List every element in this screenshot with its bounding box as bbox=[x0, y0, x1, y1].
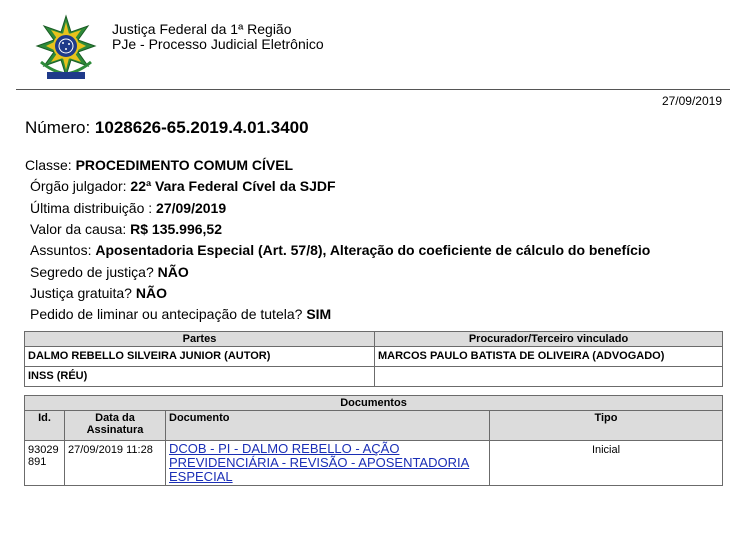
process-number-value: 1028626-65.2019.4.01.3400 bbox=[94, 118, 309, 137]
type-header: Tipo bbox=[490, 411, 723, 441]
documents-header-row bbox=[25, 411, 723, 441]
parties-header: Partes bbox=[25, 332, 375, 347]
field-value: NÃO bbox=[157, 264, 189, 280]
page-header bbox=[0, 0, 745, 92]
field-label: Valor da causa: bbox=[30, 221, 131, 237]
field-justica-gratuita bbox=[30, 285, 167, 301]
field-orgao-julgador bbox=[30, 178, 336, 194]
field-label: Segredo de justiça? bbox=[30, 264, 158, 280]
procurador-cell: MARCOS PAULO BATISTA DE OLIVEIRA (ADVOGADO) bbox=[375, 347, 723, 367]
field-label: Justiça gratuita? bbox=[30, 285, 136, 301]
document-date: 27/09/2019 11:28 bbox=[65, 441, 166, 486]
table-row bbox=[25, 441, 723, 486]
table-row bbox=[25, 367, 723, 387]
field-classe bbox=[25, 157, 293, 173]
court-name: Justiça Federal da 1ª Região bbox=[112, 21, 292, 37]
field-value: NÃO bbox=[135, 285, 167, 301]
field-segredo-justica bbox=[30, 264, 189, 280]
field-label: Órgão julgador: bbox=[30, 178, 131, 194]
party-cell: INSS (RÉU) bbox=[25, 367, 375, 387]
field-pedido-liminar bbox=[30, 306, 331, 322]
process-number-label: Número: bbox=[25, 118, 95, 137]
documents-table bbox=[24, 395, 723, 486]
id-header: Id. bbox=[25, 411, 65, 441]
field-label: Classe: bbox=[25, 157, 76, 173]
field-ultima-distribuicao bbox=[30, 200, 226, 216]
documents-title: Documentos bbox=[25, 396, 723, 411]
party-cell: DALMO REBELLO SILVEIRA JUNIOR (AUTOR) bbox=[25, 347, 375, 367]
document-type: Inicial bbox=[490, 441, 723, 486]
documents-title-row bbox=[25, 396, 723, 411]
field-label: Última distribuição : bbox=[30, 200, 157, 216]
table-row bbox=[25, 347, 723, 367]
procurador-cell bbox=[375, 367, 723, 387]
header-divider bbox=[16, 89, 730, 90]
field-label: Assuntos: bbox=[30, 242, 96, 258]
field-value: 27/09/2019 bbox=[156, 200, 227, 216]
document-header: Documento bbox=[166, 411, 490, 441]
field-valor-causa bbox=[30, 221, 222, 237]
parties-table bbox=[24, 331, 723, 387]
procurador-header: Procurador/Terceiro vinculado bbox=[375, 332, 723, 347]
date-header: Data da Assinatura bbox=[65, 411, 166, 441]
coat-of-arms-icon bbox=[33, 14, 99, 82]
field-value: SIM bbox=[306, 306, 332, 322]
field-value: R$ 135.996,52 bbox=[130, 221, 222, 237]
process-number bbox=[25, 118, 309, 138]
document-link[interactable]: DCOB - PI - DALMO REBELLO - AÇÃO PREVIDENCIÁRIA - REVISÃO - APOSENTADORIA ESPECIAL bbox=[169, 441, 470, 484]
document-date: 27/09/2019 bbox=[661, 94, 722, 108]
document-id: 93029891 bbox=[25, 441, 65, 486]
parties-header-row bbox=[25, 332, 723, 347]
field-value: Aposentadoria Especial (Art. 57/8), Alteração do coeficiente de cálculo do benefício bbox=[95, 242, 651, 258]
field-value: 22ª Vara Federal Cível da SJDF bbox=[130, 178, 336, 194]
field-assuntos bbox=[30, 242, 650, 258]
field-label: Pedido de liminar ou antecipação de tutela? bbox=[30, 306, 307, 322]
field-value: PROCEDIMENTO COMUM CÍVEL bbox=[75, 157, 294, 173]
system-name: PJe - Processo Judicial Eletrônico bbox=[112, 36, 324, 52]
